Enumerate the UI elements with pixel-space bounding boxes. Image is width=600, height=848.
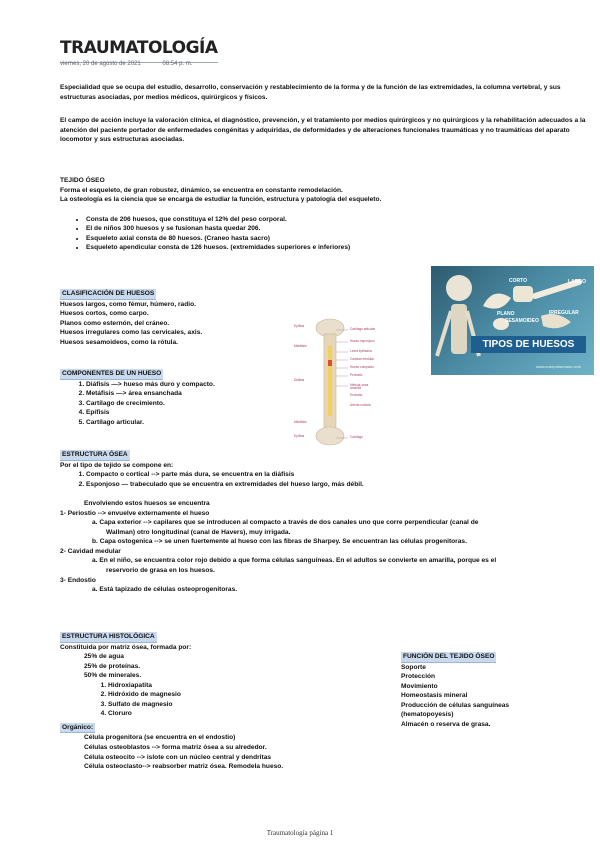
date-label: viernes, 20 de agosto de 2021 — [60, 61, 141, 67]
image-banner: TIPOS DE HUESOS — [471, 336, 586, 353]
histologica-intro: Constituida por matriz ósea, formada por: — [60, 643, 192, 651]
minerales-list — [60, 681, 380, 719]
cavidad-nino-cont: reservorio de grasa en los huesos. — [106, 567, 215, 575]
componentes-section — [60, 369, 290, 427]
tejido-line-1: Forma el esqueleto, de gran robustez, dinámico, se encuentra en constante remodelación. — [60, 186, 343, 194]
periostio-capa-ostogenica: b. Capa ostogenica --> se unen fuertemente al hueso con las fibras de Sharpey. Se encuentran las células progenitoras. — [92, 538, 467, 546]
diagram-note: Cavidad medular — [350, 357, 375, 361]
list-item: • Esqueleto axial consta de 80 huesos. (Craneo hasta sacro) — [86, 234, 586, 244]
endostio-tapizado: a. Está tapizado de células osteoprogenitoras. — [92, 586, 238, 594]
list-item: 1. Diáfisis —> hueso más duro y compacto. — [86, 380, 290, 390]
estructura-intro: Por el tipo de tejido se compone en: — [60, 461, 174, 469]
list-item: 1. Compacto o cortical --> parte más dura, se encuentra en la diáfisis — [86, 470, 586, 480]
diagram-note: Médula ósea amarilla — [350, 383, 369, 391]
histologica-proteinas: 25% de proteínas. — [84, 662, 141, 670]
list-item: Célula osteoclasto--> reabsorber matriz ósea. Remodela hueso. — [84, 763, 284, 771]
page-footer: Traumatología página 1 — [266, 829, 334, 837]
diagram-note: Línea epifisaria — [350, 349, 372, 353]
list-item: Huesos sesamoideos, como la rótula. — [60, 338, 178, 346]
list-item: 3. Cartílago de crecimiento. — [86, 399, 290, 409]
tejido-section — [60, 176, 586, 253]
diagram-note: Arteria nutricia — [350, 403, 371, 407]
histologica-minerales: 50% de minerales. — [84, 672, 142, 680]
periostio-line: 1- Periostio --> envuelve externamente el hueso — [60, 509, 210, 517]
list-item: Huesos cortos, como carpo. — [60, 310, 149, 318]
componentes-list — [60, 380, 290, 428]
image-watermark: www.cuerpohumano.com — [536, 364, 581, 369]
organico-heading: Orgánico: — [60, 723, 95, 734]
cavidad-nino: a. En el niño, se encuentra color rojo debido a que forma células sanguíneas. En el adultos se convierte en amarilla, porque es el — [92, 557, 497, 565]
componentes-heading: COMPONENTES DE UN HUESO — [60, 369, 163, 380]
image-label-plano: PLANO — [497, 311, 515, 317]
list-item: Célula osteocito --> islote con un núcleo central y dendritas — [84, 753, 272, 761]
diagram-note: Cartílago articular — [350, 327, 376, 331]
diagram-label-diafisis: Diáfisis — [294, 378, 305, 382]
clasificacion-heading: CLASIFICACIÓN DE HUESOS — [60, 289, 156, 300]
diagram-label-epifisis-top: Epífisis — [294, 324, 305, 328]
cavidad-line: 2- Cavidad medular — [60, 547, 121, 555]
tejido-bullets — [60, 215, 586, 253]
list-item: Huesos largos, como fémur, húmero, radio. — [60, 300, 196, 308]
list-item: • Esqueleto apendicular consta de 126 huesos. (extremidades superiores e inferiores) — [86, 243, 586, 253]
list-item: • El de niños 300 huesos y se fusionan hasta quedar 206. — [86, 224, 586, 234]
tejido-heading: TEJIDO ÓSEO — [60, 177, 105, 184]
estructura-heading: ESTRUCTURA ÓSEA — [60, 450, 130, 461]
list-item: 3. Sulfato de magnesio — [108, 700, 380, 710]
list-item: (hematopoyesis) — [401, 711, 454, 719]
diagram-note: Hueso esponjoso — [350, 339, 375, 343]
periostio-capa-exterior-cont: Wallman) otro longitudinal (canal de Havers), muy irrigada. — [106, 528, 291, 536]
histologica-section — [60, 632, 380, 772]
tipos-de-huesos-image — [431, 266, 594, 375]
diagram-label-metafisis-bottom: Metáfisis — [294, 420, 307, 424]
list-item: 5. Cartílago articular. — [86, 418, 290, 428]
bone-anatomy-diagram — [294, 316, 378, 450]
estructura-envuelto: Envolviendo estos huesos se encuentra — [84, 500, 210, 508]
diagram-label-metafisis-top: Metáfisis — [294, 344, 307, 348]
intro-paragraph-2: El campo de acción incluye la valoración clínica, el diagnóstico, prevención, y el tratamiento por medios quirúrgicos y no quirúrgicos y la rehabilitación adecuados a la atención del paciente portador de enfermedades congénitas y adquiridas, de deformidades y de alteraciones funcionales traumáticas y no traumáticas del aparato locomotor y sus estructuras asociadas. — [60, 117, 586, 144]
funcion-heading: FUNCIÓN DEL TEJIDO ÓSEO — [401, 652, 496, 663]
time-label: 08:54 p. m. — [162, 61, 193, 67]
clasificacion-section — [60, 289, 290, 347]
funcion-section — [401, 652, 591, 729]
list-item: Producción de células sanguíneas — [401, 701, 510, 709]
page-title: TRAUMATOLOGÍA — [60, 36, 218, 63]
list-item: Soporte — [401, 663, 426, 671]
list-item: Protección — [401, 673, 436, 681]
diagram-note: Periostio — [350, 373, 363, 377]
diagram-label-epifisis-bottom: Epífisis — [294, 434, 305, 438]
list-item: Movimiento — [401, 682, 438, 690]
page-meta — [60, 60, 192, 69]
list-item: 4. Cloruro — [108, 709, 380, 719]
list-item: Huesos irregulares como las cervicales, axis. — [60, 329, 203, 337]
list-item: • Consta de 206 huesos, que constituya el 12% del peso corporal. — [86, 215, 586, 225]
list-item: Planos como esternón, del cráneo. — [60, 319, 170, 327]
image-label-largo: LARGO — [568, 279, 587, 285]
histologica-heading: ESTRUCTURA HISTOLÓGICA — [60, 632, 157, 643]
diagram-note: Hueso compacto — [350, 365, 374, 369]
image-label-sesamoideo: SESAMOIDEO — [505, 318, 539, 324]
list-item: Almacén o reserva de grasa. — [401, 720, 491, 728]
intro-paragraph-1: Especialidad que se ocupa del estudio, desarrollo, conservación y restablecimiento de la forma y de la función de las extremidades, la columna vertebral, y sus estructuras asociadas, por medios médicos, quirúrgicos y físicos. — [60, 84, 561, 101]
list-item: 4. Epífisis — [86, 408, 290, 418]
list-item: Homeostasis mineral — [401, 692, 468, 700]
histologica-agua: 25% de agua — [84, 653, 124, 661]
list-item: Células osteoblastos --> forma matriz ósea a su alrededor. — [84, 744, 267, 752]
list-item: Célula progenitora (se encuentra en el endostio) — [84, 734, 236, 742]
periostio-capa-exterior: a. Capa exterior --> capilares que se introducen al compacto a través de dos canales uno que corre perpendicular (canal de — [92, 519, 479, 527]
list-item: 2. Metáfisis —> área ensanchada — [86, 389, 290, 399]
list-item: 1. Hidroxiapatita — [108, 681, 380, 691]
list-item: 2. Hidróxido de magnesio — [108, 690, 380, 700]
estructura-list — [60, 470, 586, 489]
endostio-line: 3- Endostio — [60, 576, 96, 584]
image-label-irregular: IRREGULAR — [549, 310, 579, 316]
estructura-section — [60, 450, 586, 595]
list-item: 2. Esponjoso — trabeculado que se encuentra en extremidades del hueso largo, más débil. — [86, 480, 586, 490]
diagram-note: Endostio — [350, 393, 363, 397]
tejido-line-2: La osteología es la ciencia que se encarga de estudiar la función, estructura y patología del esqueleto. — [60, 196, 382, 204]
image-label-corto: CORTO — [509, 278, 527, 284]
diagram-note: Cartílago — [350, 435, 363, 439]
